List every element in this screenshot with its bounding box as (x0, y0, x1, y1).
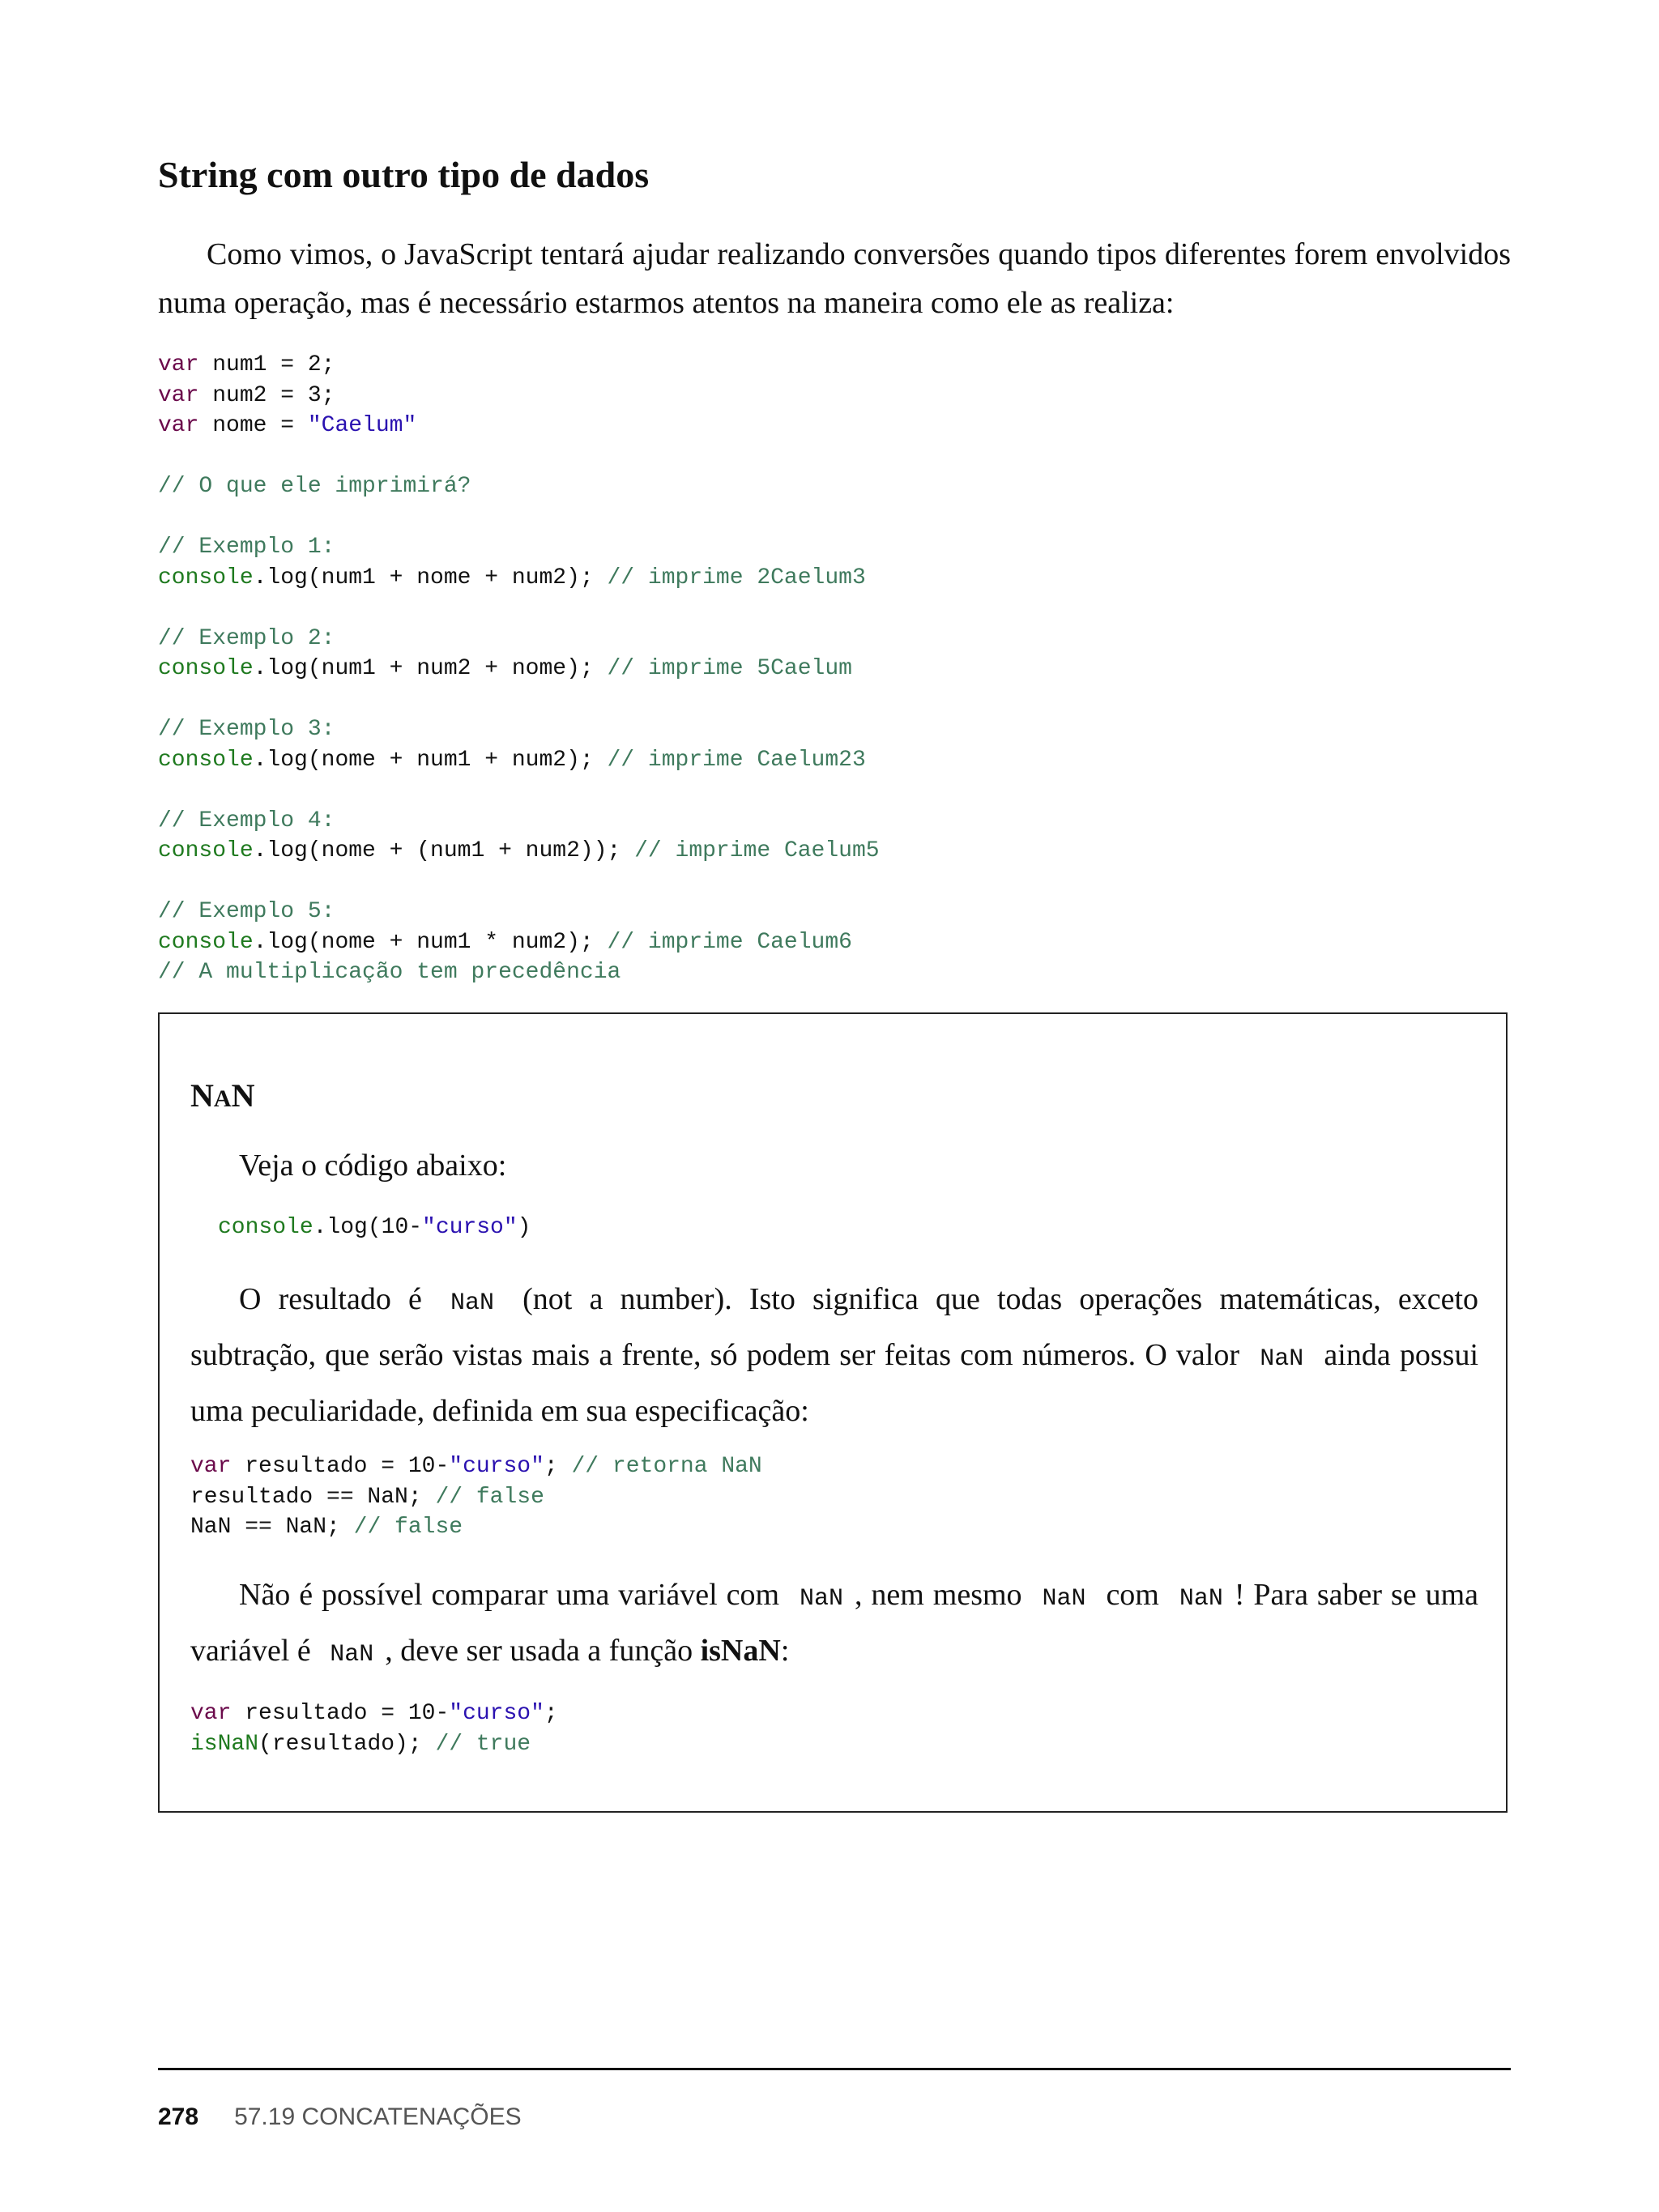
code-comment: // Exemplo 4: (158, 808, 335, 833)
bold-function-name: isNaN (700, 1634, 781, 1668)
code-comment: // Exemplo 2: (158, 625, 335, 651)
code-keyword: var (158, 382, 199, 408)
code-function: console (158, 838, 254, 863)
code-text: .log(nome + num1 * num2); (253, 929, 608, 955)
code-block-main (158, 350, 880, 988)
callout-title (190, 1076, 254, 1119)
code-text: .log(10- (313, 1215, 423, 1240)
code-keyword: var (190, 1701, 232, 1726)
code-text: resultado == NaN; (190, 1484, 436, 1510)
callout-paragraph (190, 1569, 1478, 1681)
page-footer (158, 2101, 522, 2133)
code-function: console (158, 565, 254, 590)
inline-code: NaN (1260, 1345, 1304, 1373)
inline-code: NaN (799, 1585, 843, 1613)
code-text: .log(num1 + num2 + nome); (253, 656, 608, 681)
code-keyword: var (190, 1454, 232, 1479)
inline-code: NaN (1179, 1585, 1223, 1613)
footer-divider (158, 2068, 1511, 2070)
callout-title-letter: N (190, 1077, 214, 1114)
text: O resultado é (239, 1282, 422, 1316)
code-string: "curso" (422, 1215, 518, 1240)
code-function: console (158, 747, 254, 773)
code-comment: // Exemplo 3: (158, 717, 335, 742)
code-text: .log(nome + (num1 + num2)); (253, 838, 635, 863)
code-string: "curso" (449, 1701, 544, 1726)
callout-paragraph: Veja o código abaixo: (239, 1149, 507, 1183)
text: Não é possível comparar uma variável com (239, 1578, 780, 1612)
code-string: "Caelum" (307, 413, 417, 438)
inline-code: NaN (1042, 1585, 1086, 1613)
code-block-callout-2 (190, 1451, 762, 1543)
intro-paragraph: Como vimos, o JavaScript tentará ajudar realizando conversões quando tipos diferentes forem envolvidos numa operação, mas é necessário estarmos atentos na maneira como ele as realiza: (158, 237, 1511, 320)
code-comment: // Exemplo 1: (158, 535, 335, 560)
code-comment: // retorna NaN (571, 1454, 762, 1479)
code-comment: // imprime Caelum23 (607, 747, 866, 773)
code-function: console (218, 1215, 313, 1240)
code-comment: // imprime 5Caelum (607, 656, 852, 681)
text: , nem mesmo (854, 1578, 1022, 1612)
code-function: console (158, 929, 254, 955)
code-text: resultado = 10- (231, 1701, 450, 1726)
code-text: num2 = 3; (198, 382, 335, 408)
text: com (1106, 1578, 1159, 1612)
code-comment: // A multiplicação tem precedência (158, 960, 621, 985)
code-block-callout-3 (190, 1698, 558, 1759)
section-heading: String com outro tipo de dados (158, 154, 650, 195)
text: ! Para saber se uma variável é (190, 1578, 1478, 1668)
code-block-callout-1 (218, 1213, 531, 1243)
callout-title-letter: N (231, 1077, 255, 1114)
code-text: resultado = 10- (231, 1454, 450, 1479)
text: ainda possui uma peculiaridade, definida em sua especificação: (190, 1338, 1479, 1428)
inline-code: NaN (450, 1289, 495, 1317)
callout-title-smallcap: A (213, 1085, 232, 1112)
code-comment: // false (353, 1515, 463, 1540)
code-comment: // imprime 2Caelum3 (607, 565, 866, 590)
code-text: nome = (198, 413, 308, 438)
code-comment: // true (435, 1731, 531, 1757)
callout-paragraph (190, 1273, 1478, 1437)
text: : (780, 1634, 790, 1668)
code-text: (resultado); (258, 1731, 436, 1757)
code-text: .log(nome + num1 + num2); (253, 747, 608, 773)
code-keyword: var (158, 413, 199, 438)
code-comment: // O que ele imprimirá? (158, 474, 471, 499)
footer-section-title: 57.19 CONCATENAÇÕES (234, 2103, 522, 2130)
code-text: .log(num1 + nome + num2); (253, 565, 608, 590)
code-comment: // imprime Caelum6 (607, 929, 852, 955)
code-text: ) (517, 1215, 531, 1240)
code-comment: // false (435, 1484, 544, 1510)
page-number: 278 (158, 2103, 199, 2130)
code-text: NaN == NaN; (190, 1515, 354, 1540)
nan-callout-box (158, 1012, 1508, 1813)
code-string: "curso" (449, 1454, 544, 1479)
code-text: ; (544, 1454, 572, 1479)
code-comment: // imprime Caelum5 (634, 838, 880, 863)
code-comment: // Exemplo 5: (158, 899, 335, 924)
text: (not a number). Isto significa que todas operações matemáticas, exceto subtração, que serão vistas mais a frente, só podem ser feitas com números. O valor (190, 1282, 1479, 1372)
code-keyword: var (158, 352, 199, 377)
code-text: num1 = 2; (198, 352, 335, 377)
text: , deve ser usada a função (385, 1634, 693, 1668)
code-function: console (158, 656, 254, 681)
inline-code: NaN (330, 1641, 374, 1669)
code-text: ; (544, 1701, 558, 1726)
code-function: isNaN (190, 1731, 259, 1757)
